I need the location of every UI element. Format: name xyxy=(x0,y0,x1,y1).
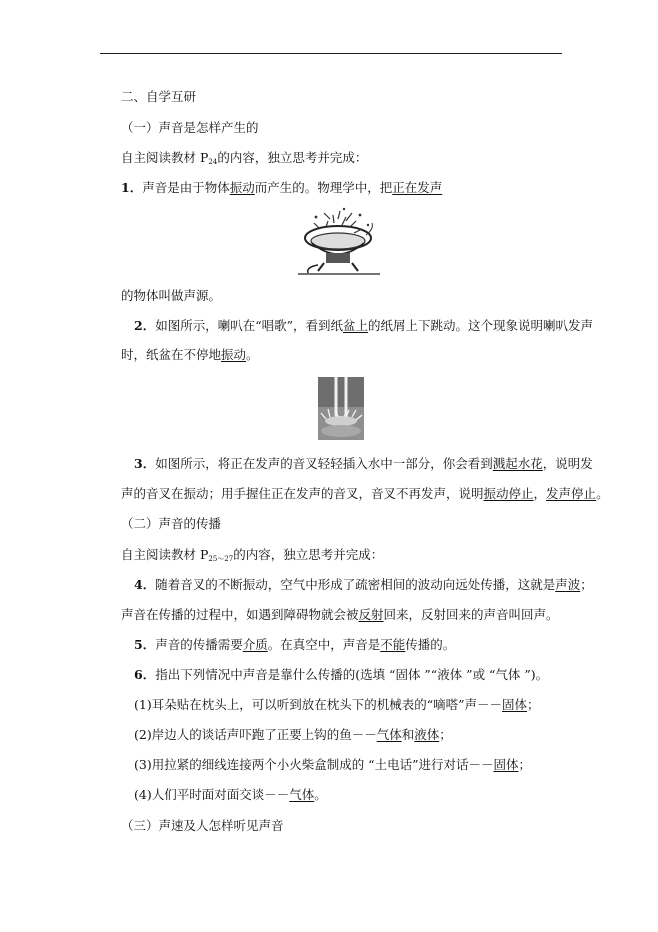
answer-blank: 气体 xyxy=(289,787,315,802)
header-rule xyxy=(100,53,562,54)
answer-blank: 发声停止 xyxy=(546,486,597,501)
answer-blank: 振动 xyxy=(229,180,255,195)
answer-blank: 振动 xyxy=(221,347,247,362)
part1-intro: 自主阅读教材 $P_{24}$的内容，独立思考并完成： xyxy=(121,150,368,166)
question-6: 6．指出下列情况中声音是靠什么传播的(选填 “固体 ”“液体 ”或 “气体 ”)。 xyxy=(134,667,549,682)
answer-blank: 介质 xyxy=(242,637,268,652)
question-3: 3．如图所示，将正在发声的音叉轻轻插入水中一部分，你会看到溅起水花，说明发 xyxy=(134,456,593,471)
question-1: 1．声音是由于物体振动而产生的。物理学中，把正在发声 xyxy=(121,180,443,195)
question-4-cont: 声音在传播的过程中，如遇到障碍物就会被反射回来，反射回来的声音叫回声。 xyxy=(121,607,559,622)
page-ref: 24 xyxy=(208,158,218,166)
page-ref: 25～27 xyxy=(208,555,234,563)
question-6-item-3: (3)用拉紧的细线连接两个小火柴盒制成的 “土电话”进行对话－－固体； xyxy=(134,757,531,772)
answer-blank: 溅起水花 xyxy=(492,456,543,471)
question-2: 2．如图所示，喇叭在“唱歌”，看到纸盆上的纸屑上下跳动。这个现象说明喇叭发声 xyxy=(134,318,594,333)
part2-intro: 自主阅读教材 $P_{25\sim 27}$的内容，独立思考并完成： xyxy=(121,547,384,563)
answer-blank: 振动停止 xyxy=(483,486,534,501)
question-1-cont: 的物体叫做声源。 xyxy=(121,288,222,303)
answer-blank: 固体 xyxy=(502,697,528,712)
question-3-cont: 声的音叉在振动；用手握住正在发声的音叉，音叉不再发声，说明振动停止，发声停止。 xyxy=(121,486,609,501)
question-6-item-1: (1)耳朵贴在枕头上，可以听到放在枕头下的机械表的“嘀嗒”声－－固体； xyxy=(134,697,540,712)
speaker-figure xyxy=(296,203,382,277)
question-6-item-4: (4)人们平时面对面交谈－－气体。 xyxy=(134,787,327,802)
question-4: 4．随着音叉的不断振动，空气中形成了疏密相间的波动向远处传播，这就是声波； xyxy=(134,577,593,592)
question-2-cont: 时，纸盆在不停地振动。 xyxy=(121,347,259,362)
part2-heading: （二）声音的传播 xyxy=(121,516,222,531)
answer-blank: 液体 xyxy=(414,727,440,742)
answer-blank: 不能 xyxy=(380,637,406,652)
section-title: 二、自学互研 xyxy=(121,89,197,104)
answer-blank: 声波 xyxy=(555,577,581,592)
tuning-fork-figure xyxy=(318,377,364,440)
answer-blank: 反射 xyxy=(358,607,384,622)
part1-heading: （一）声音是怎样产生的 xyxy=(121,120,259,135)
question-6-item-2: (2)岸边人的谈话声吓跑了正要上钩的鱼－－气体和液体； xyxy=(134,727,452,742)
answer-blank: 固体 xyxy=(493,757,519,772)
part3-heading: （三）声速及人怎样听见声音 xyxy=(121,818,284,833)
answer-blank: 正在发声 xyxy=(392,180,443,195)
answer-blank: 气体 xyxy=(376,727,402,742)
question-5: 5．声音的传播需要介质。在真空中，声音是不能传播的。 xyxy=(134,637,456,652)
answer-blank: 盆上 xyxy=(343,318,369,333)
